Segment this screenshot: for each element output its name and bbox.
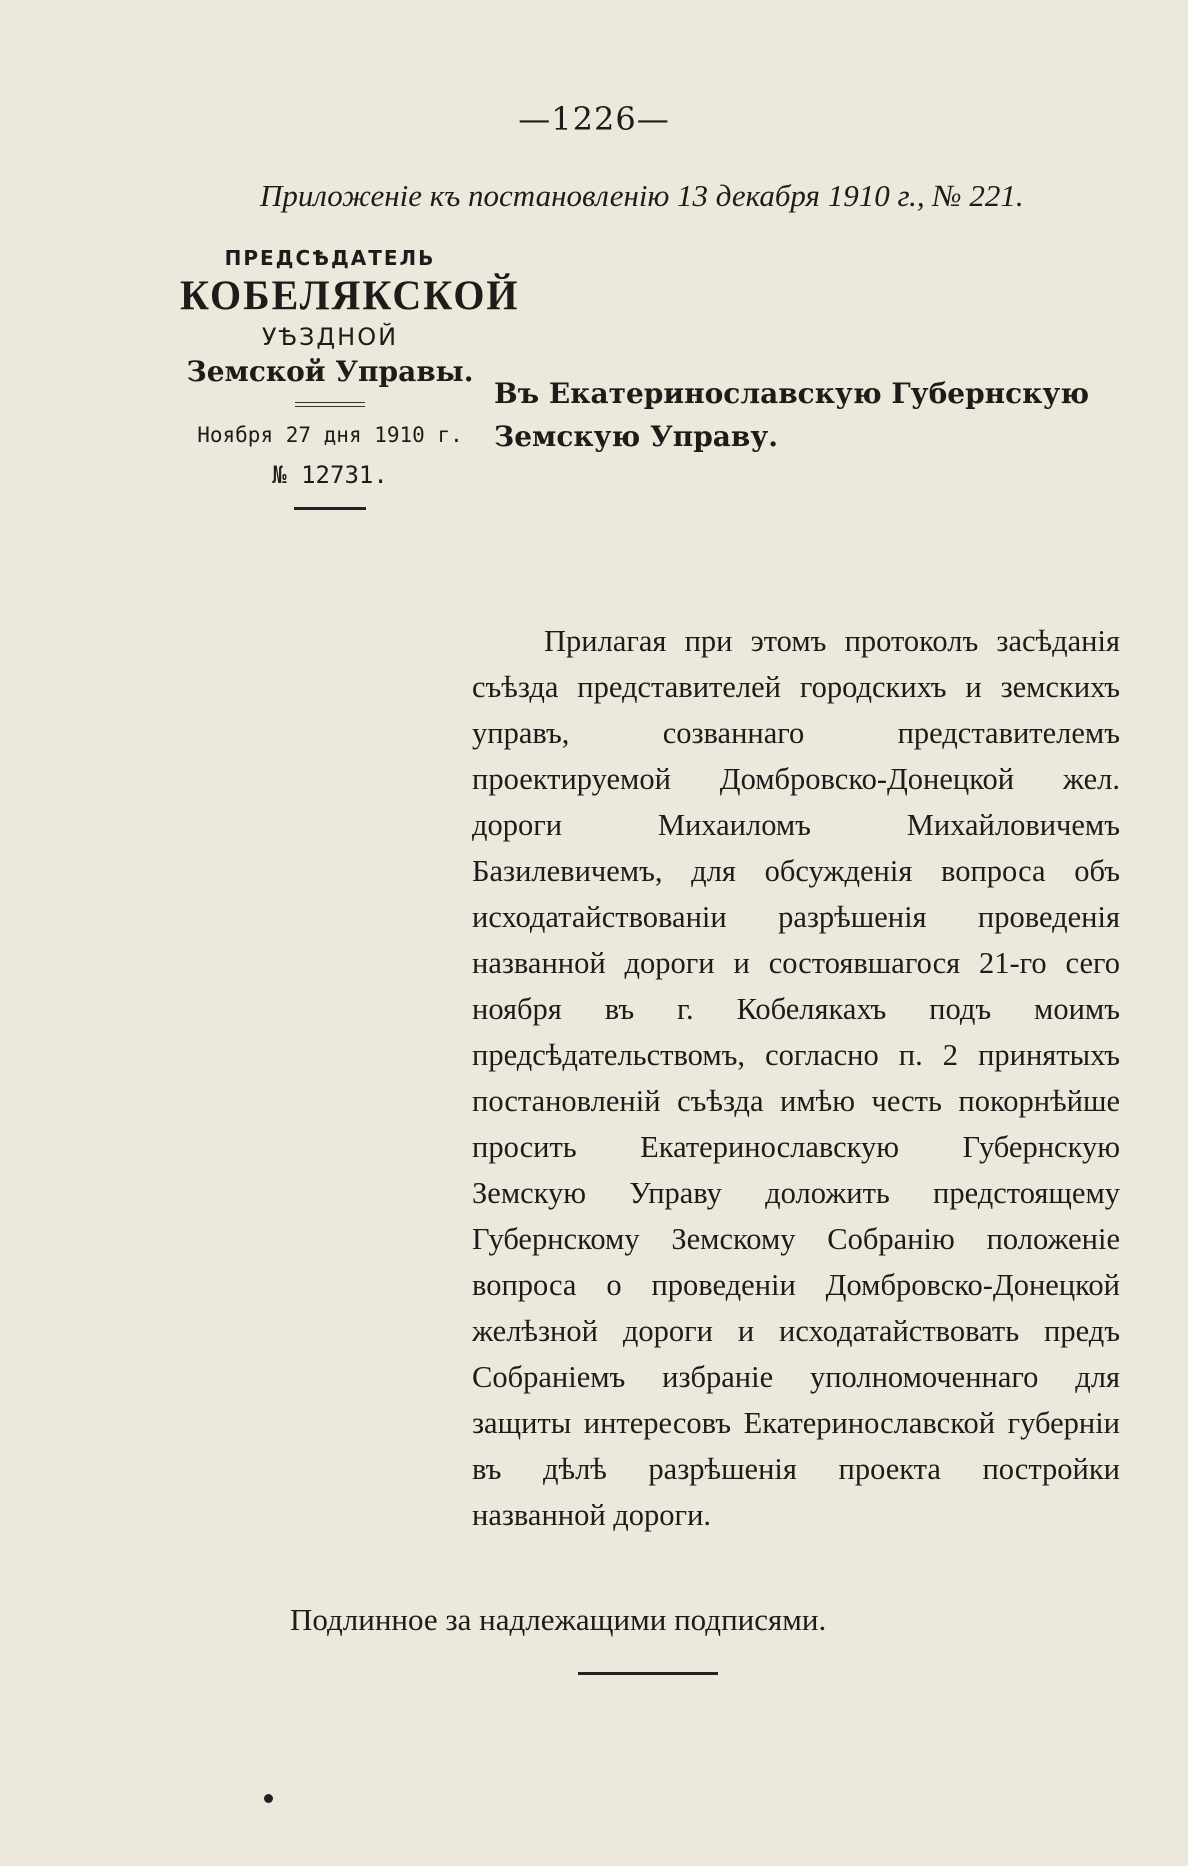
letterhead-number: № 12731.: [272, 461, 388, 489]
letterhead-bottom-rule: [294, 507, 366, 510]
addressee: Въ Екатеринославскую Губернскую Земскую Управу.: [494, 377, 1090, 453]
letterhead-chairman: ПРЕДСѢДАТЕЛЬ: [224, 246, 436, 270]
appendix-note: Приложенiе къ постановленiю 13 декабря 1910 г., № 221.: [260, 178, 1024, 213]
letterhead-district: КОБЕЛЯКСКОЙ: [180, 271, 520, 320]
body-paragraph: Прилагая при этомъ протоколъ засѣданiя съѣзда представителей городскихъ и земскихъ управъ, созваннаго представителемъ проектируемой Домбровско-Донецкой жел. дороги Михаиломъ Михайловичемъ Базилевичемъ, для обсужденiя вопроса объ исходатайствованiи разрѣшенiя проведенiя названной дороги и состоявшагося 21-го сего ноября въ г. Кобелякахъ подъ моимъ предсѣдательствомъ, согласно п. 2 принятыхъ постановленiй съѣзда имѣю честь покорнѣйше просить Екатеринославскую Губернскую Земскую Управу доложить предстоящему Губернскому Земскому Собранiю положенiе вопроса о проведенiи Домбровско-Донецкой желѣзной дороги и исходатайствовать предъ Собранiемъ избранiе уполномоченнаго для защиты интересовъ Екатеринославской губернiи въ дѣлѣ разрѣшенiя проекта постройки названной дороги.: [472, 624, 1120, 1532]
closing-line: Подлинное за надлежащими подписями.: [290, 1602, 827, 1637]
letterhead: [180, 246, 520, 510]
ink-speck: [264, 1794, 273, 1803]
letterhead-date: Ноября 27 дня 1910 г.: [197, 423, 463, 447]
end-rule: [578, 1672, 718, 1675]
letterhead-uprava: Земской Управы.: [186, 355, 474, 388]
letterhead-double-rule: [295, 402, 365, 407]
page-number: —1226—: [518, 100, 670, 138]
letterhead-uezd: УѢЗДНОЙ: [261, 323, 399, 351]
